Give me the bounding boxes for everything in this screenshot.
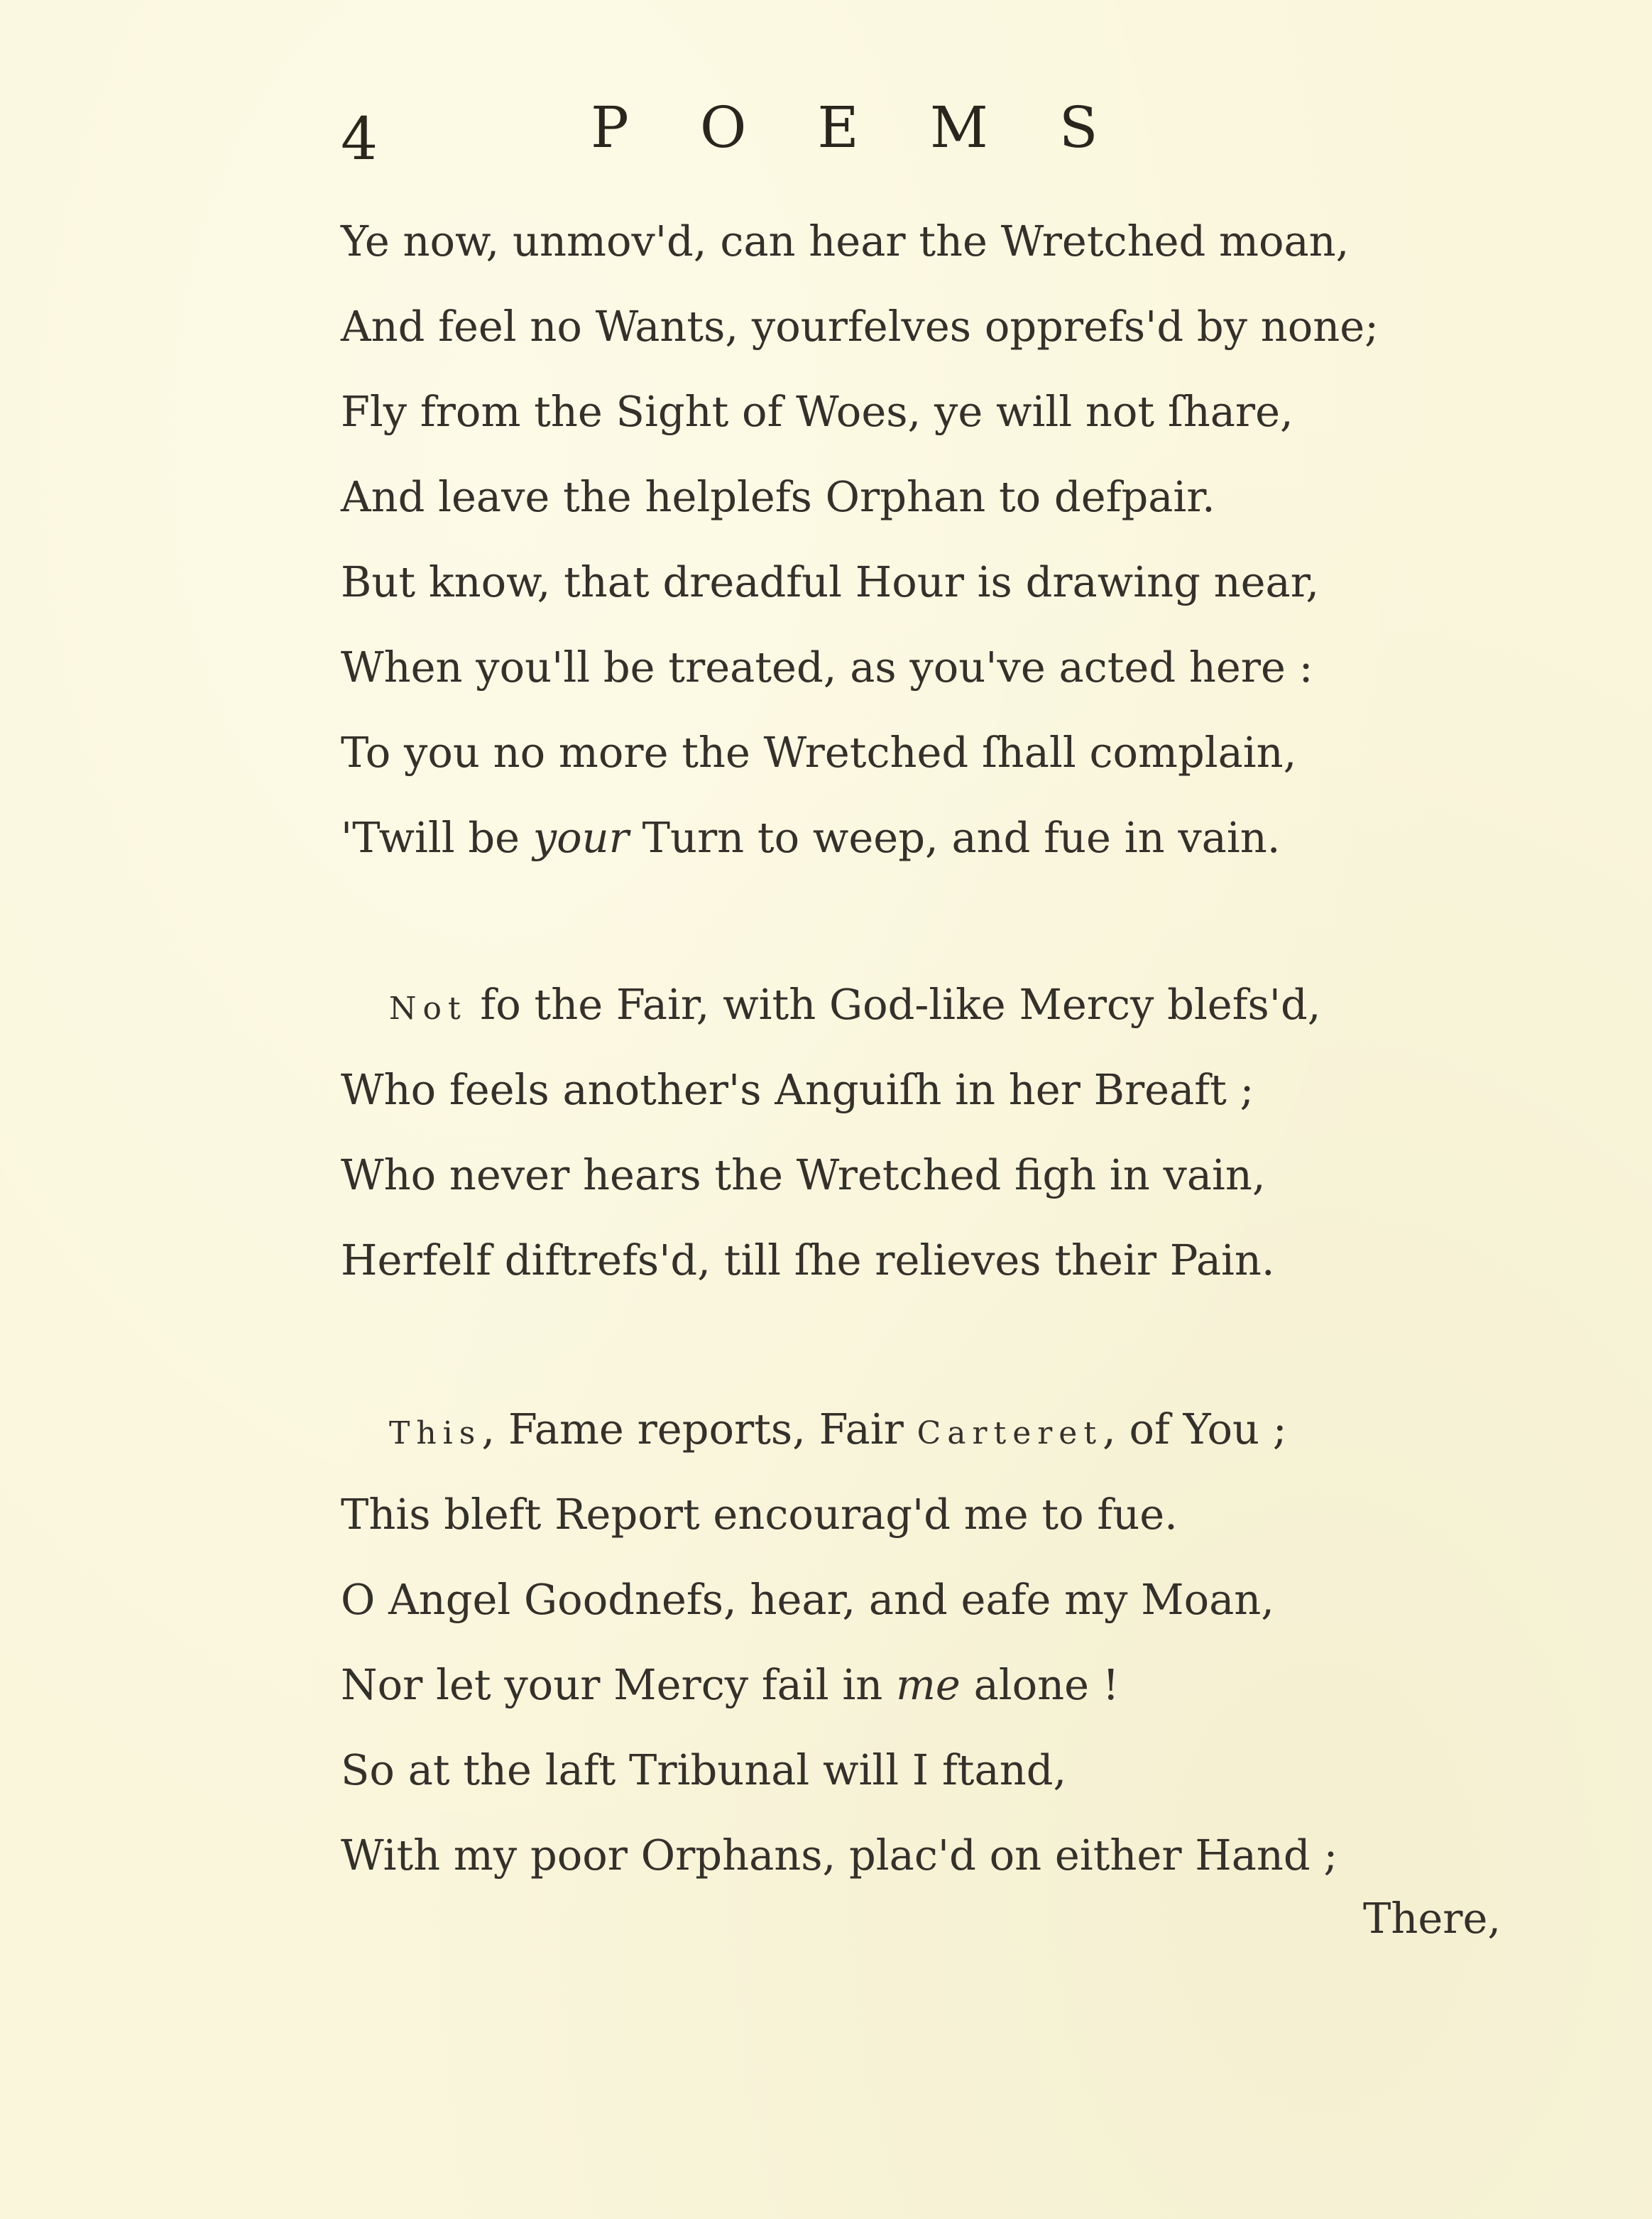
verse-line: This bleft Report encourag'd me to fue. (341, 1490, 1178, 1539)
verse-line (341, 1642, 1338, 1728)
verse-text: 'Twill be (341, 813, 533, 862)
verse-line: Ye now, unmov'd, can hear the Wretched moan, (341, 217, 1350, 266)
italic-word: me (895, 1660, 961, 1709)
verse-text: fo the Fair, with God-like Mercy blefs'd, (466, 980, 1321, 1029)
verse-line: And leave the helplefs Orphan to defpair. (341, 472, 1215, 521)
page-number: 4 (341, 106, 378, 173)
page-header (341, 94, 1335, 192)
verse-text: , of You ; (1103, 1405, 1287, 1454)
verse-line: To you no more the Wretched ſhall complain, (341, 728, 1297, 777)
verse-line: Herfelf diftrefs'd, till ſhe relieves their Pain. (341, 1236, 1275, 1285)
verse-line: But know, that dreadful Hour is drawing near, (341, 557, 1320, 606)
verse-text: , Fame reports, Fair (481, 1405, 917, 1454)
verse-line: So at the laft Tribunal will I ftand, (341, 1745, 1067, 1794)
verse-text: alone ! (960, 1660, 1120, 1709)
verse-line: O Angel Goodnefs, hear, and eafe my Moan, (341, 1575, 1275, 1624)
small-caps-name: Carteret (917, 1415, 1103, 1451)
small-caps-word: This (389, 1415, 482, 1451)
verse-line: When you'll be treated, as you've acted here : (341, 643, 1313, 692)
verse-line: Who never hears the Wretched figh in vain, (341, 1150, 1266, 1199)
small-caps-word: Not (389, 991, 467, 1027)
italic-word: your (532, 813, 629, 862)
stanza-3 (341, 1387, 1338, 1898)
verse-line: Who feels another's Anguiſh in her Breaft ; (341, 1065, 1254, 1114)
verse-text: Nor let your Mercy fail in (341, 1660, 896, 1709)
verse-line (341, 1387, 1338, 1472)
stanza-1 (341, 199, 1379, 880)
verse-line: With my poor Orphans, plac'd on either Hand ; (341, 1831, 1338, 1880)
verse-line (341, 962, 1321, 1047)
verse-line: And feel no Wants, yourfelves opprefs'd by none; (341, 302, 1379, 351)
running-title: POEMS (591, 94, 1169, 160)
verse-line (341, 795, 1379, 880)
verse-line: Fly from the Sight of Woes, ye will not ſhare, (341, 387, 1293, 436)
catchword: There, (1363, 1894, 1501, 1943)
stanza-2 (341, 962, 1321, 1303)
verse-text: Turn to weep, and fue in vain. (628, 813, 1281, 862)
